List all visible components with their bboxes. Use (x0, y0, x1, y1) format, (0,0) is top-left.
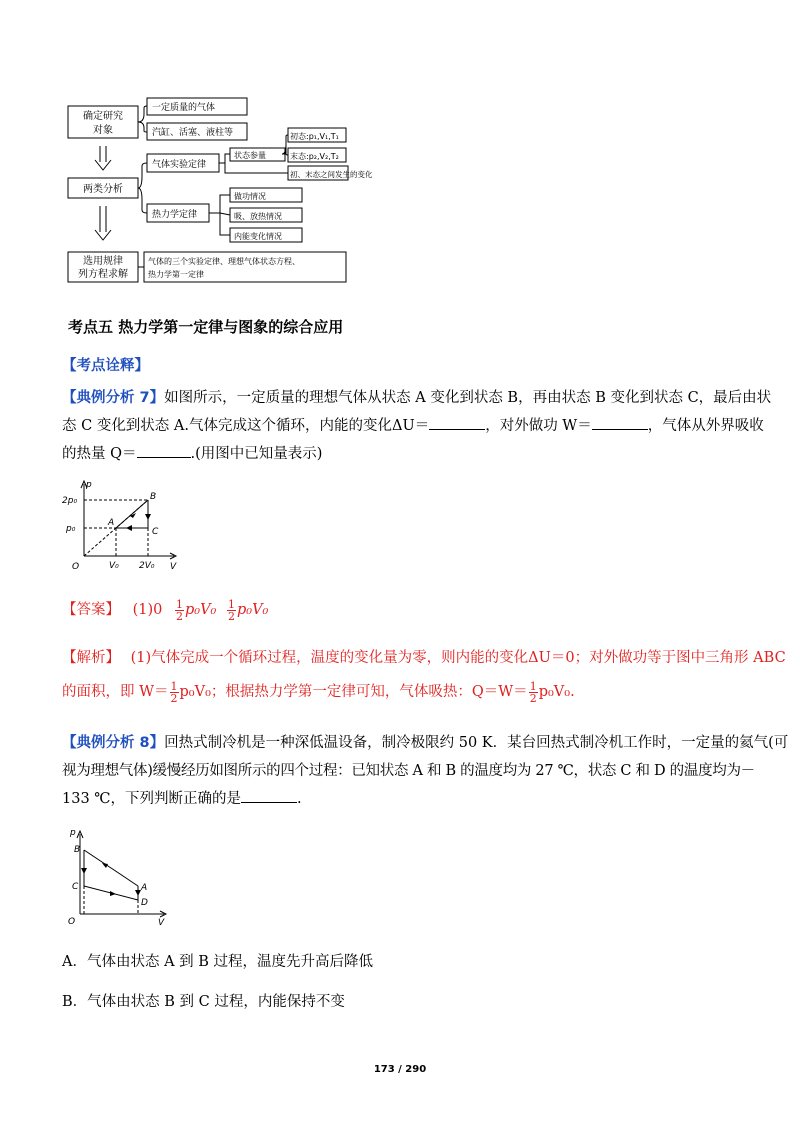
example7-line2c: ，气体从外界吸收 (647, 418, 764, 434)
answer-fraction-1: $\frac{1}{2}$ (175, 597, 183, 623)
example8-question (62, 729, 789, 813)
explain-line2b: p₀V₀；根据热力学第一定律可知，气体吸热：Q＝W＝ (179, 684, 528, 700)
flow-thermo-law: 热力学定律 (152, 210, 198, 220)
flow-internal: 内能变化情况 (234, 232, 282, 241)
option-a: A．气体由状态 A 到 B 过程，温度先升高后降低 (62, 954, 374, 970)
blank-heat (137, 443, 191, 458)
flow-state-param: 状态参量 (234, 151, 266, 160)
flow-two-analysis: 两类分析 (83, 184, 123, 195)
answer-term-2: p₀V₀ (236, 602, 269, 618)
answer-label: 【答案】 (62, 602, 120, 618)
flow-laws-line1: 气体的三个实验定律、理想气体状态方程、 (148, 257, 300, 266)
g7-point-c: C (152, 527, 159, 537)
example7-line1: 如图所示，一定质量的理想气体从状态 A 变化到状态 B，再由状态 B 变化到状态 C，最后由状 (164, 390, 772, 406)
flow-gas-law: 气体实验定律 (152, 160, 207, 170)
explain-line2a: 的面积，即 W＝ (62, 684, 169, 700)
g8-y-axis: p (70, 828, 76, 838)
g8-point-a: A (141, 883, 148, 893)
section-title: 考点五 热力学第一定律与图象的综合应用 (68, 318, 344, 336)
flow-heat: 吸、放热情况 (234, 212, 282, 221)
pv-graph-example7 (62, 478, 182, 572)
page-number: 173 / 290 (373, 1064, 427, 1075)
flow-select-line2: 列方程求解 (78, 269, 128, 280)
example7-explanation (62, 644, 786, 706)
g8-point-b: B (74, 845, 81, 855)
g7-y-p0: p₀ (66, 524, 76, 534)
blank-delta-u (429, 415, 485, 430)
example8-line2: 视为理想气体)缓慢经历如图所示的四个过程：已知状态 A 和 B 的温度均为 27 ℃，状态 C 和 D 的温度均为－ (62, 763, 755, 779)
explain-label: 【解析】 (62, 650, 120, 666)
g8-point-d: D (141, 898, 148, 908)
g8-x-axis: V (158, 918, 165, 928)
explain-line1: (1)气体完成一个循环过程，温度的变化量为零，则内能的变化ΔU＝0；对外做功等于图中三角形 ABC (130, 650, 786, 666)
example7-question (62, 384, 772, 468)
blank-answer-8 (241, 788, 297, 803)
example7-line3a: 的热量 Q＝ (62, 446, 137, 462)
g7-point-a: A (108, 518, 115, 528)
flow-determine-line2: 对象 (93, 125, 113, 136)
example7-label: 【典例分析 7】 (62, 390, 165, 406)
flow-determine-line1: 确定研究 (83, 111, 123, 122)
g7-y-axis: p (86, 480, 92, 490)
blank-work (592, 415, 648, 430)
flow-initial: 初态:p₁,V₁,T₁ (290, 132, 339, 141)
g8-point-c: C (72, 882, 79, 892)
example7-line2b: ，对外做功 W＝ (485, 418, 592, 434)
g7-x-v0: V₀ (109, 561, 119, 571)
answer-fraction-2: $\frac{1}{2}$ (227, 597, 235, 623)
flow-gas: 一定质量的气体 (152, 103, 216, 113)
flow-final: 末态:p₂,V₂,T₂ (290, 152, 339, 161)
answer-text: (1)0 (132, 602, 163, 618)
flow-laws-line2: 热力学第一定律 (148, 270, 204, 279)
example7-answer (62, 596, 268, 624)
flow-change: 初、末态之间发生的变化 (290, 170, 373, 179)
example8-line3b: . (297, 791, 302, 807)
g7-x-2v0: 2V₀ (139, 561, 155, 571)
section-note-label: 【考点诠释】 (62, 358, 149, 374)
explain-line2c: p₀V₀. (538, 684, 575, 700)
flowchart-diagram (60, 92, 373, 292)
option-b: B．气体由状态 B 到 C 过程，内能保持不变 (62, 994, 345, 1010)
answer-term-1: p₀V₀ (184, 602, 217, 618)
pv-graph-example8 (60, 826, 170, 926)
g7-point-b: B (150, 492, 157, 502)
g8-origin: O (68, 917, 76, 927)
example8-label: 【典例分析 8】 (62, 735, 165, 751)
flow-cylinder: 汽缸、活塞、液柱等 (152, 128, 234, 138)
example7-line2a: 态 C 变化到状态 A.气体完成这个循环，内能的变化ΔU＝ (62, 418, 430, 434)
example7-line3b: .(用图中已知量表示) (190, 446, 323, 462)
flow-work: 做功情况 (234, 192, 266, 201)
example8-line3a: 133 ℃，下列判断正确的是 (62, 791, 242, 807)
explain-fraction-1: $\frac{1}{2}$ (170, 679, 178, 705)
example8-line1: 回热式制冷机是一种深低温设备，制冷极限约 50 K．某台回热式制冷机工作时，一定量的氦气(可 (164, 735, 789, 751)
g7-y-2p0: 2p₀ (62, 496, 78, 506)
flow-select-line1: 选用规律 (83, 256, 123, 267)
explain-fraction-2: $\frac{1}{2}$ (529, 679, 537, 705)
g7-x-axis: V (170, 562, 177, 572)
g7-origin: O (72, 562, 80, 572)
